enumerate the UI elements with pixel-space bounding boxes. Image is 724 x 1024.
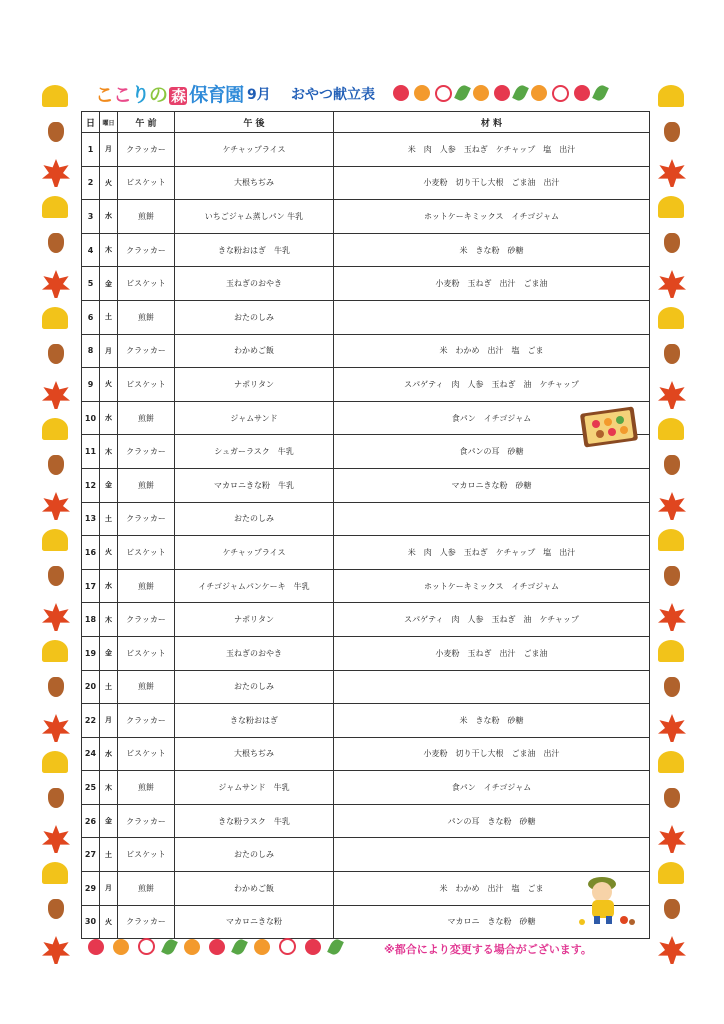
acorn-icon — [48, 344, 64, 364]
header-fruit-row — [393, 80, 606, 106]
morning-snack-cell: ビスケット — [118, 737, 175, 771]
weekday-cell: 水 — [100, 401, 118, 435]
ginkgo-leaf-icon — [42, 529, 68, 551]
morning-snack-cell: クラッカー — [118, 603, 175, 637]
ingredients-cell: 米 肉 人参 玉ねぎ ケチャップ 塩 出汁 — [334, 536, 650, 570]
maple-leaf-icon — [42, 381, 70, 409]
acorn-icon — [664, 122, 680, 142]
table-row — [82, 368, 650, 402]
afternoon-snack-cell: きな粉ラスク 牛乳 — [175, 804, 334, 838]
morning-snack-cell: ビスケット — [118, 267, 175, 301]
ingredients-cell: 米 きな粉 砂糖 — [334, 233, 650, 267]
ingredients-cell: 米 肉 人参 玉ねぎ ケチャップ 塩 出汁 — [334, 133, 650, 167]
ingredients-cell: マカロニきな粉 砂糖 — [334, 468, 650, 502]
day-cell: 27 — [82, 838, 100, 872]
apple-icon — [305, 939, 321, 955]
persimmon-icon — [531, 85, 547, 101]
weekday-cell: 金 — [100, 636, 118, 670]
table-row — [82, 267, 650, 301]
morning-snack-cell: クラッカー — [118, 804, 175, 838]
ingredients-cell: スパゲティ 肉 人参 玉ねぎ 油 ケチャップ — [334, 603, 650, 637]
ingredients-cell — [334, 670, 650, 704]
table-row — [82, 771, 650, 805]
maple-leaf-icon — [42, 936, 70, 964]
acorn-icon — [48, 566, 64, 586]
day-cell: 17 — [82, 569, 100, 603]
maple-leaf-icon — [42, 714, 70, 742]
morning-snack-cell: クラッカー — [118, 502, 175, 536]
ginkgo-leaf-icon — [658, 418, 684, 440]
maple-leaf-icon — [42, 825, 70, 853]
afternoon-snack-cell: 玉ねぎのおやき — [175, 267, 334, 301]
ingredients-cell: 米 きな粉 砂糖 — [334, 704, 650, 738]
right-autumn-border — [652, 85, 692, 985]
ginkgo-leaf-icon — [658, 751, 684, 773]
ingredients-cell: 食パンの耳 砂糖 — [334, 435, 650, 469]
table-row — [82, 536, 650, 570]
morning-snack-cell: クラッカー — [118, 435, 175, 469]
table-row — [82, 200, 650, 234]
morning-snack-cell: 煎餅 — [118, 401, 175, 435]
maple-leaf-icon — [658, 492, 686, 520]
nursery-logo: ここりの 森 保育園 — [95, 84, 244, 106]
ingredients-cell: パンの耳 きな粉 砂糖 — [334, 804, 650, 838]
morning-snack-cell: ビスケット — [118, 368, 175, 402]
persimmon-icon — [113, 939, 129, 955]
weekday-cell: 金 — [100, 804, 118, 838]
morning-snack-cell: ビスケット — [118, 838, 175, 872]
day-cell: 10 — [82, 401, 100, 435]
weekday-cell: 金 — [100, 267, 118, 301]
maple-leaf-icon — [658, 159, 686, 187]
afternoon-snack-cell: おたのしみ — [175, 838, 334, 872]
table-row — [82, 737, 650, 771]
apple-icon — [552, 85, 569, 102]
table-row — [82, 603, 650, 637]
table-row — [82, 133, 650, 167]
ingredients-cell: 米 わかめ 出汁 塩 ごま — [334, 872, 650, 906]
afternoon-snack-cell: ナポリタン — [175, 368, 334, 402]
leaf-icon — [454, 83, 471, 102]
day-cell: 26 — [82, 804, 100, 838]
table-row — [82, 905, 650, 939]
day-cell: 9 — [82, 368, 100, 402]
afternoon-snack-cell: ナポリタン — [175, 603, 334, 637]
acorn-icon — [48, 677, 64, 697]
header-morning: 午 前 — [118, 112, 175, 133]
apple-icon — [279, 938, 296, 955]
ingredients-cell: 食パン イチゴジャム — [334, 401, 650, 435]
ginkgo-leaf-icon — [658, 640, 684, 662]
morning-snack-cell: ビスケット — [118, 536, 175, 570]
leaf-icon — [592, 83, 609, 102]
table-row — [82, 636, 650, 670]
ginkgo-leaf-icon — [658, 307, 684, 329]
weekday-cell: 木 — [100, 603, 118, 637]
afternoon-snack-cell: ケチャップライス — [175, 536, 334, 570]
ginkgo-leaf-icon — [42, 85, 68, 107]
header-weekday: 曜日 — [100, 112, 118, 133]
day-cell: 1 — [82, 133, 100, 167]
afternoon-snack-cell: イチゴジャムパンケーキ 牛乳 — [175, 569, 334, 603]
weekday-cell: 土 — [100, 838, 118, 872]
ginkgo-leaf-icon — [658, 196, 684, 218]
maple-leaf-icon — [658, 270, 686, 298]
ginkgo-leaf-icon — [42, 862, 68, 884]
table-row — [82, 401, 650, 435]
morning-snack-cell: 煎餅 — [118, 200, 175, 234]
header-afternoon: 午 後 — [175, 112, 334, 133]
ingredients-cell: 食パン イチゴジャム — [334, 771, 650, 805]
morning-snack-cell: 煎餅 — [118, 300, 175, 334]
weekday-cell: 月 — [100, 704, 118, 738]
weekday-cell: 火 — [100, 536, 118, 570]
acorn-icon — [48, 233, 64, 253]
persimmon-icon — [254, 939, 270, 955]
snack-box-illustration — [578, 402, 640, 448]
day-cell: 13 — [82, 502, 100, 536]
morning-snack-cell: クラッカー — [118, 233, 175, 267]
table-row — [82, 502, 650, 536]
maple-leaf-icon — [42, 270, 70, 298]
day-cell: 16 — [82, 536, 100, 570]
morning-snack-cell: 煎餅 — [118, 468, 175, 502]
persimmon-icon — [184, 939, 200, 955]
acorn-icon — [48, 122, 64, 142]
ginkgo-leaf-icon — [42, 418, 68, 440]
weekday-cell: 火 — [100, 166, 118, 200]
maple-leaf-icon — [658, 714, 686, 742]
ginkgo-leaf-icon — [658, 85, 684, 107]
day-cell: 3 — [82, 200, 100, 234]
header-ingredients: 材 料 — [334, 112, 650, 133]
apple-icon — [494, 85, 510, 101]
weekday-cell: 水 — [100, 569, 118, 603]
maple-leaf-icon — [658, 381, 686, 409]
morning-snack-cell: クラッカー — [118, 334, 175, 368]
snack-menu-table — [81, 111, 650, 939]
afternoon-snack-cell: マカロニきな粉 牛乳 — [175, 468, 334, 502]
weekday-cell: 土 — [100, 300, 118, 334]
ingredients-cell: 小麦粉 玉ねぎ 出汁 ごま油 — [334, 636, 650, 670]
acorn-icon — [48, 899, 64, 919]
afternoon-snack-cell: マカロニきな粉 — [175, 905, 334, 939]
apple-icon — [88, 939, 104, 955]
leaf-icon — [327, 937, 344, 956]
leaf-icon — [231, 937, 248, 956]
leaf-icon — [161, 937, 178, 956]
weekday-cell: 月 — [100, 334, 118, 368]
page-header — [95, 78, 650, 110]
table-row — [82, 670, 650, 704]
apple-icon — [393, 85, 409, 101]
day-cell: 2 — [82, 166, 100, 200]
maple-leaf-icon — [42, 159, 70, 187]
afternoon-snack-cell: ケチャップライス — [175, 133, 334, 167]
ingredients-cell — [334, 300, 650, 334]
table-row — [82, 838, 650, 872]
day-cell: 5 — [82, 267, 100, 301]
day-cell: 12 — [82, 468, 100, 502]
day-cell: 25 — [82, 771, 100, 805]
persimmon-icon — [414, 85, 430, 101]
morning-snack-cell: クラッカー — [118, 905, 175, 939]
acorn-icon — [48, 788, 64, 808]
table-row — [82, 233, 650, 267]
morning-snack-cell: クラッカー — [118, 133, 175, 167]
maple-leaf-icon — [42, 492, 70, 520]
table-row — [82, 704, 650, 738]
morning-snack-cell: 煎餅 — [118, 670, 175, 704]
maple-leaf-icon — [658, 936, 686, 964]
ingredients-cell: ホットケーキミックス イチゴジャム — [334, 200, 650, 234]
weekday-cell: 月 — [100, 872, 118, 906]
table-row — [82, 804, 650, 838]
afternoon-snack-cell: わかめご飯 — [175, 872, 334, 906]
ginkgo-leaf-icon — [658, 529, 684, 551]
left-autumn-border — [36, 85, 76, 985]
ingredients-cell — [334, 502, 650, 536]
weekday-cell: 土 — [100, 670, 118, 704]
ingredients-cell: 小麦粉 切り干し大根 ごま油 出汁 — [334, 737, 650, 771]
afternoon-snack-cell: ジャムサンド — [175, 401, 334, 435]
ingredients-cell: ホットケーキミックス イチゴジャム — [334, 569, 650, 603]
day-cell: 29 — [82, 872, 100, 906]
apple-icon — [138, 938, 155, 955]
afternoon-snack-cell: きな粉おはぎ — [175, 704, 334, 738]
afternoon-snack-cell: おたのしみ — [175, 670, 334, 704]
weekday-cell: 火 — [100, 368, 118, 402]
day-cell: 4 — [82, 233, 100, 267]
weekday-cell: 金 — [100, 468, 118, 502]
maple-leaf-icon — [42, 603, 70, 631]
table-row — [82, 569, 650, 603]
table-row — [82, 872, 650, 906]
day-cell: 30 — [82, 905, 100, 939]
table-row — [82, 435, 650, 469]
ginkgo-leaf-icon — [42, 307, 68, 329]
day-cell: 24 — [82, 737, 100, 771]
persimmon-icon — [473, 85, 489, 101]
day-cell: 11 — [82, 435, 100, 469]
child-illustration — [574, 872, 644, 928]
afternoon-snack-cell: いちごジャム蒸しパン 牛乳 — [175, 200, 334, 234]
leaf-icon — [512, 83, 529, 102]
ingredients-cell: 小麦粉 玉ねぎ 出汁 ごま油 — [334, 267, 650, 301]
weekday-cell: 水 — [100, 737, 118, 771]
maple-leaf-icon — [658, 603, 686, 631]
weekday-cell: 木 — [100, 771, 118, 805]
apple-icon — [574, 85, 590, 101]
ingredients-cell: スパゲティ 肉 人参 玉ねぎ 油 ケチャップ — [334, 368, 650, 402]
acorn-icon — [664, 455, 680, 475]
day-cell: 8 — [82, 334, 100, 368]
morning-snack-cell: ビスケット — [118, 166, 175, 200]
acorn-icon — [664, 788, 680, 808]
month-label: 9月 — [247, 87, 271, 103]
day-cell: 19 — [82, 636, 100, 670]
ingredients-cell: 小麦粉 切り干し大根 ごま油 出汁 — [334, 166, 650, 200]
afternoon-snack-cell: ジャムサンド 牛乳 — [175, 771, 334, 805]
weekday-cell: 水 — [100, 200, 118, 234]
ingredients-cell — [334, 838, 650, 872]
weekday-cell: 月 — [100, 133, 118, 167]
morning-snack-cell: 煎餅 — [118, 771, 175, 805]
morning-snack-cell: 煎餅 — [118, 569, 175, 603]
ginkgo-leaf-icon — [658, 862, 684, 884]
morning-snack-cell: クラッカー — [118, 704, 175, 738]
acorn-icon — [664, 566, 680, 586]
ginkgo-leaf-icon — [42, 196, 68, 218]
acorn-icon — [48, 455, 64, 475]
table-row — [82, 166, 650, 200]
weekday-cell: 土 — [100, 502, 118, 536]
acorn-icon — [664, 899, 680, 919]
morning-snack-cell: ビスケット — [118, 636, 175, 670]
weekday-cell: 木 — [100, 233, 118, 267]
acorn-icon — [664, 344, 680, 364]
table-row — [82, 468, 650, 502]
day-cell: 18 — [82, 603, 100, 637]
afternoon-snack-cell: おたのしみ — [175, 502, 334, 536]
day-cell: 22 — [82, 704, 100, 738]
acorn-icon — [664, 677, 680, 697]
afternoon-snack-cell: 大根ちぢみ — [175, 737, 334, 771]
ingredients-cell: マカロニ きな粉 砂糖 — [334, 905, 650, 939]
ingredients-cell: 米 わかめ 出汁 塩 ごま — [334, 334, 650, 368]
acorn-icon — [664, 233, 680, 253]
ginkgo-leaf-icon — [42, 640, 68, 662]
morning-snack-cell: 煎餅 — [118, 872, 175, 906]
change-notice: ※都合により変更する場合がございます。 — [384, 943, 592, 956]
afternoon-snack-cell: わかめご飯 — [175, 334, 334, 368]
apple-icon — [435, 85, 452, 102]
ginkgo-leaf-icon — [42, 751, 68, 773]
afternoon-snack-cell: 玉ねぎのおやき — [175, 636, 334, 670]
afternoon-snack-cell: おたのしみ — [175, 300, 334, 334]
table-row — [82, 334, 650, 368]
weekday-cell: 火 — [100, 905, 118, 939]
header-day: 日 — [82, 112, 100, 133]
page-title: おやつ献立表 — [291, 87, 375, 103]
day-cell: 6 — [82, 300, 100, 334]
table-row — [82, 300, 650, 334]
afternoon-snack-cell: シュガーラスク 牛乳 — [175, 435, 334, 469]
table-header-row — [82, 112, 650, 133]
day-cell: 20 — [82, 670, 100, 704]
afternoon-snack-cell: きな粉おはぎ 牛乳 — [175, 233, 334, 267]
weekday-cell: 木 — [100, 435, 118, 469]
maple-leaf-icon — [658, 825, 686, 853]
afternoon-snack-cell: 大根ちぢみ — [175, 166, 334, 200]
apple-icon — [209, 939, 225, 955]
footer-fruit-row — [88, 938, 341, 955]
